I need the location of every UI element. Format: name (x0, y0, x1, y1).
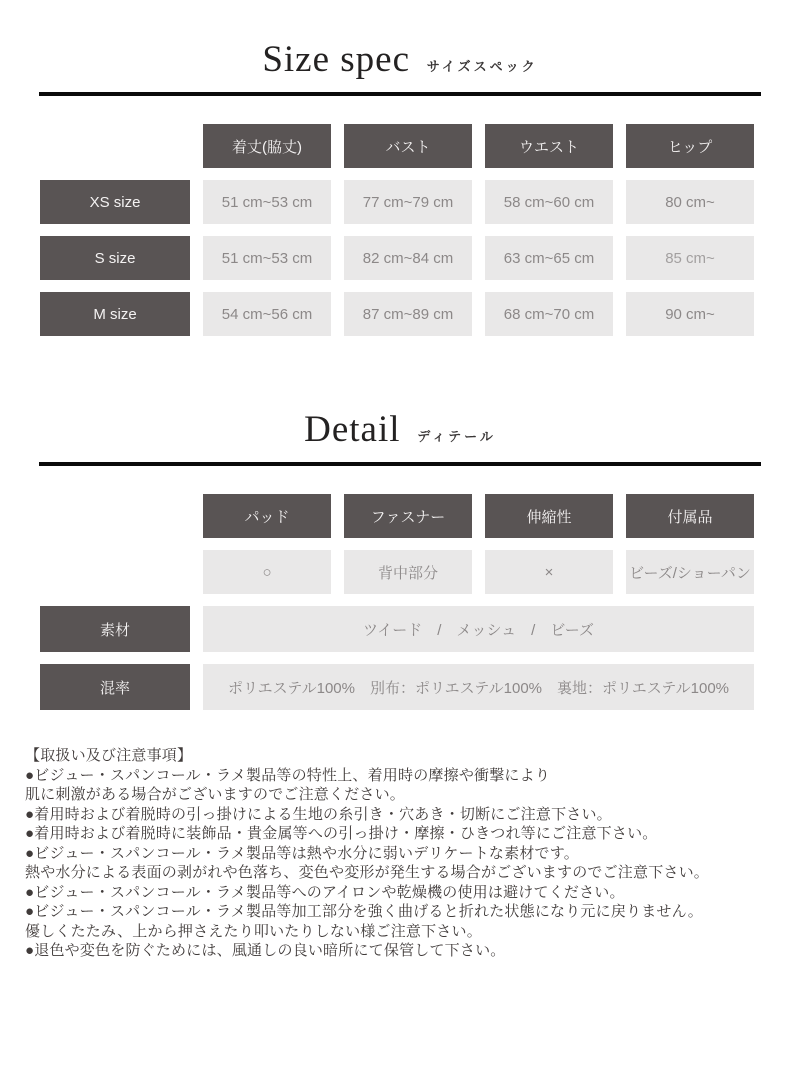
care-note-line: ●着用時および着脱時の引っ掛けによる生地の糸引き・穴あき・切断にご注意下さい。 (25, 805, 612, 823)
detail-header-fastener: ファスナー (344, 494, 472, 538)
size-value-xs-waist: 58 cm~60 cm (485, 180, 613, 224)
detail-header-pad: パッド (203, 494, 331, 538)
detail-header-accessory: 付属品 (626, 494, 754, 538)
size-value-s-waist: 63 cm~65 cm (485, 236, 613, 280)
size-value-m-waist: 68 cm~70 cm (485, 292, 613, 336)
care-notes (25, 746, 775, 961)
care-note-line: ●着用時および着脱時に装飾品・貴金属等への引っ掛け・摩擦・ひきつれ等にご注意下さい。 (25, 825, 658, 842)
care-note-line: ●ビジュー・スパンコール・ラメ製品等加工部分を強く曲げると折れた状態になり元に戻りません。 (25, 903, 703, 920)
size-value-xs-bust: 77 cm~79 cm (344, 180, 472, 224)
material-row-label: 素材 (40, 606, 190, 652)
size-spec-divider-rule (39, 92, 761, 96)
column-header-hip: ヒップ (626, 124, 754, 168)
care-note-line: ●ビジュー・スパンコール・ラメ製品等へのアイロンや乾燥機の使用は避けてください。 (25, 883, 625, 901)
size-value-m-length: 54 cm~56 cm (203, 292, 331, 336)
care-notes-heading: 【取扱い及び注意事項】 (25, 747, 193, 764)
size-value-s-length: 51 cm~53 cm (203, 236, 331, 280)
detail-title (0, 408, 800, 451)
size-value-s-hip: 85 cm~ (626, 236, 754, 280)
size-spec-title-en: Size spec (262, 39, 411, 80)
detail-value-fastener: 背中部分 (344, 550, 472, 594)
size-value-s-bust: 82 cm~84 cm (344, 236, 472, 280)
size-row-label-s: S size (40, 236, 190, 280)
blend-row-label: 混率 (40, 664, 190, 710)
detail-value-stretch: × (485, 550, 613, 594)
material-blend-table (40, 606, 754, 710)
size-value-m-bust: 87 cm~89 cm (344, 292, 472, 336)
material-row-value: ツイード / メッシュ / ビーズ (203, 606, 754, 652)
blend-row-value: ポリエステル100% 別布：ポリエステル100% 裏地：ポリエステル100% (203, 664, 754, 710)
detail-value-pad: ○ (203, 550, 331, 594)
care-note-line: 優しくたたみ、上から押さえたり叩いたりしない様ご注意下さい。 (25, 922, 482, 940)
detail-section (0, 408, 800, 710)
care-note-line: ●ビジュー・スパンコール・ラメ製品等は熱や水分に弱いデリケートな素材です。 (25, 844, 579, 862)
size-spec-section (0, 0, 800, 336)
detail-title-en: Detail (304, 409, 401, 450)
care-note-line: 熱や水分による表面の剥がれや色落ち、変色や変形が発生する場合がございますのでご注意下さい。 (25, 864, 710, 881)
detail-divider-rule (39, 462, 761, 466)
care-note-line: ●退色や変色を防ぐためには、風通しの良い暗所にて保管して下さい。 (25, 942, 506, 959)
size-spec-header-spacer (40, 124, 190, 168)
care-note-line: ●ビジュー・スパンコール・ラメ製品等の特性上、着用時の摩擦や衝撃により (25, 766, 551, 784)
size-spec-table (40, 124, 754, 336)
detail-header-spacer (40, 494, 190, 538)
size-row-label-xs: XS size (40, 180, 190, 224)
size-spec-title-ja: サイズスペック (426, 59, 538, 74)
size-value-xs-hip: 80 cm~ (626, 180, 754, 224)
detail-value-accessory: ビーズ/ショーパン (626, 550, 754, 594)
detail-value-spacer (40, 550, 190, 594)
size-row-label-m: M size (40, 292, 190, 336)
detail-table (40, 494, 754, 594)
detail-title-ja: ディテール (417, 429, 496, 444)
detail-header-stretch: 伸縮性 (485, 494, 613, 538)
size-spec-title (0, 0, 800, 81)
size-value-m-hip: 90 cm~ (626, 292, 754, 336)
column-header-bust: バスト (344, 124, 472, 168)
size-value-xs-length: 51 cm~53 cm (203, 180, 331, 224)
column-header-length: 着丈(脇丈) (203, 124, 331, 168)
care-note-line: 肌に刺激がある場合がございますのでご注意ください。 (25, 786, 406, 803)
column-header-waist: ウエスト (485, 124, 613, 168)
